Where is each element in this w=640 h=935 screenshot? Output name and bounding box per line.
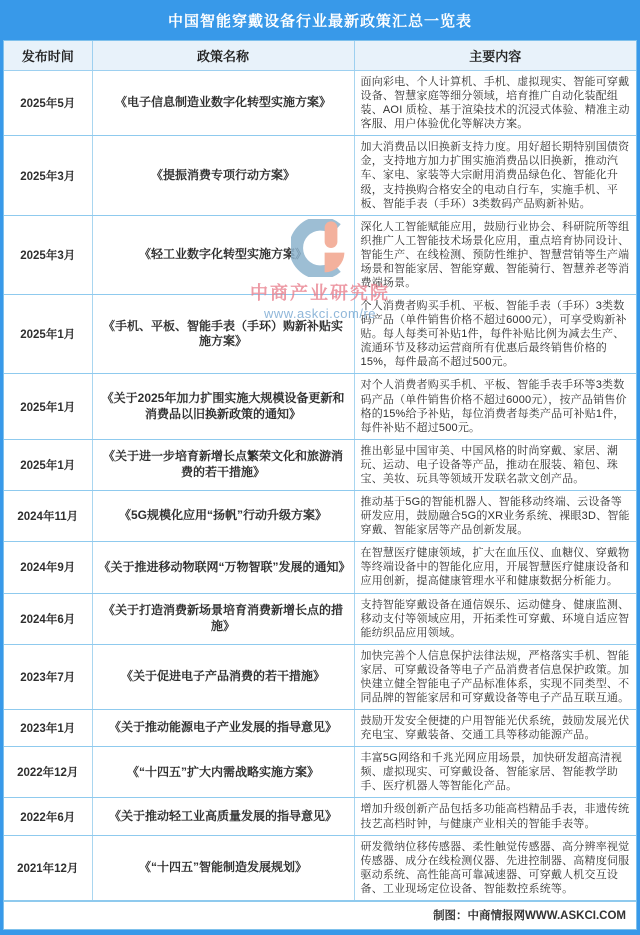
main-content-cell: 鼓励开发安全便捷的户用智能光伏系统，鼓励发展光伏充电宝、穿戴装备、交通工具等移动能源产品。 xyxy=(354,710,636,747)
policy-name-cell: 《关于2025年加力扩围实施大规模设备更新和消费品以旧换新政策的通知》 xyxy=(92,374,354,439)
publish-date-cell: 2021年12月 xyxy=(4,835,92,900)
main-content-cell: 推出彰显中国审美、中国风格的时尚穿戴、家居、潮玩、运动、电子设备等产品，推动在服装、箱包、珠宝、美妆、玩具等领域开发联名款文创产品。 xyxy=(354,439,636,490)
publish-date-cell: 2024年9月 xyxy=(4,542,92,593)
policy-name-cell: 《手机、平板、智能手表（手环）购新补贴实施方案》 xyxy=(92,295,354,374)
col-header-publish-date: 发布时间 xyxy=(4,41,92,71)
table-row xyxy=(4,374,636,439)
policy-name-cell: 《关于推动轻工业高质量发展的指导意见》 xyxy=(92,798,354,835)
main-content-cell: 对个人消费者购买手机、平板、智能手表手环等3类数码产品（单件销售价格不超过6000元），按产品销售价格的15%给予补贴，每位消费者每类产品可补贴1件，每件补贴不超过500元。 xyxy=(354,374,636,439)
watermark-url-text: www.askci.com/re xyxy=(263,306,377,321)
table-row xyxy=(4,593,636,644)
publish-date-cell: 2022年12月 xyxy=(4,747,92,798)
table-row xyxy=(4,710,636,747)
table-row xyxy=(4,491,636,542)
main-content-cell: 丰富5G网络和千兆光网应用场景，加快研发超高清视频、虚拟现实、可穿戴设备、智能家居、智能教学助手、医疗机器人等智能化产品。 xyxy=(354,747,636,798)
publish-date-cell: 2022年6月 xyxy=(4,798,92,835)
publish-date-cell: 2024年6月 xyxy=(4,593,92,644)
credit-line: 制图：中商情报网WWW.ASKCI.COM xyxy=(4,901,636,929)
policy-name-cell: 《提振消费专项行动方案》 xyxy=(92,136,354,215)
table-row xyxy=(4,136,636,215)
policy-name-cell: 《关于进一步培育新增长点繁荣文化和旅游消费的若干措施》 xyxy=(92,439,354,490)
table-row xyxy=(4,747,636,798)
page-title: 中国智能穿戴设备行业最新政策汇总一览表 xyxy=(167,12,472,30)
policy-name-cell: 《关于推进移动物联网“万物智联”发展的通知》 xyxy=(92,542,354,593)
col-header-policy-name: 政策名称 xyxy=(92,41,354,71)
table-row xyxy=(4,215,636,294)
main-content-cell: 加快完善个人信息保护法律法规，严格落实手机、智能家居、可穿戴设备等电子产品消费者信息保护政策。加快建立健全智能电子产品标准体系，实现不同类型、不同品牌的智能家居和可穿戴设备等电子产品互联互通。 xyxy=(354,644,636,709)
publish-date-cell: 2025年1月 xyxy=(4,295,92,374)
main-content-cell: 推动基于5G的智能机器人、智能移动终端、云设备等研发应用，鼓励融合5G的XR业务系统、裸眼3D、智能穿戴、智能家居等产品创新发展。 xyxy=(354,491,636,542)
table-row xyxy=(4,71,636,136)
publish-date-cell: 2025年3月 xyxy=(4,215,92,294)
main-content-cell: 深化人工智能赋能应用，鼓励行业协会、科研院所等组织推广人工智能技术场景化应用，重点培育协同设计、智能生产、在线检测、预防性维护、智慧营销等生产端场景和智能家居、智能穿戴、智能骑行、智慧养老等消费端场景。 xyxy=(354,215,636,294)
policy-name-cell: 《关于推动能源电子产业发展的指导意见》 xyxy=(92,710,354,747)
publish-date-cell: 2025年1月 xyxy=(4,439,92,490)
main-content-cell: 个人消费者购买手机、平板、智能手表（手环）3类数码产品（单件销售价格不超过6000元），可享受购新补贴。每人每类可补贴1件，每件补贴比例为减去生产、流通环节及移动运营商所有优惠后最终销售价格的15%，每件最高不超过500元。 xyxy=(354,295,636,374)
table-row xyxy=(4,295,636,374)
watermark-org-text: 中商产业研究院 xyxy=(250,283,390,303)
table-row xyxy=(4,835,636,900)
table-row xyxy=(4,542,636,593)
publish-date-cell: 2023年7月 xyxy=(4,644,92,709)
policy-name-cell: 《关于打造消费新场景培育消费新增长点的措施》 xyxy=(92,593,354,644)
policy-table xyxy=(4,41,636,901)
table-header-row xyxy=(4,41,636,71)
table-row xyxy=(4,439,636,490)
table-row xyxy=(4,644,636,709)
policy-name-cell: 《关于促进电子产品消费的若干措施》 xyxy=(92,644,354,709)
main-content-cell: 加大消费品以旧换新支持力度。用好超长期特别国债资金，支持地方加力扩围实施消费品以旧换新，推动汽车、家电、家装等大宗耐用消费品绿色化、智能化升级，支持换购合格安全的电动自行车，实施手机、平板、智能手表（手环）3类数码产品购新补贴。 xyxy=(354,136,636,215)
main-content-cell: 支持智能穿戴设备在通信娱乐、运动健身、健康监测、移动支付等领域应用，开拓柔性可穿戴、环境自适应智能纺织品应用领域。 xyxy=(354,593,636,644)
col-header-main-content: 主要内容 xyxy=(354,41,636,71)
main-content-cell: 在智慧医疗健康领域，扩大在血压仪、血糖仪、穿戴物等终端设备中的智能化应用，开展智慧医疗健康设备和应用创新，提高健康管理水平和健康数据分析能力。 xyxy=(354,542,636,593)
main-content-cell: 面向彩电、个人计算机、手机、虚拟现实、智能可穿戴设备、智慧家庭等细分领域，培育推广自动化装配组装、AOI 质检、基于渲染技术的沉浸式体验、精准主动客服、用户体验优化等解决方案。 xyxy=(354,71,636,136)
publish-date-cell: 2024年11月 xyxy=(4,491,92,542)
main-content-cell: 增加升级创新产品包括多功能高档精品手表，非遗传统技艺高档时钟，与健康产业相关的智能手表等。 xyxy=(354,798,636,835)
policy-name-cell: 《“十四五”智能制造发展规划》 xyxy=(92,835,354,900)
table-row xyxy=(4,798,636,835)
main-content-cell: 研发微纳位移传感器、柔性触觉传感器、高分辨率视觉传感器、成分在线检测仪器、先进控制器、高精度伺服驱动系统、高性能高可靠减速器、可穿戴人机交互设备、工业现场定位设备、智能数控系统等。 xyxy=(354,835,636,900)
publish-date-cell: 2025年3月 xyxy=(4,136,92,215)
policy-table-sheet xyxy=(3,40,637,930)
policy-name-cell: 《轻工业数字化转型实施方案》 xyxy=(92,215,354,294)
policy-name-cell: 《“十四五”扩大内需战略实施方案》 xyxy=(92,747,354,798)
publish-date-cell: 2025年1月 xyxy=(4,374,92,439)
policy-name-cell: 《5G规模化应用“扬帆”行动升级方案》 xyxy=(92,491,354,542)
publish-date-cell: 2025年5月 xyxy=(4,71,92,136)
policy-name-cell: 《电子信息制造业数字化转型实施方案》 xyxy=(92,71,354,136)
publish-date-cell: 2023年1月 xyxy=(4,710,92,747)
